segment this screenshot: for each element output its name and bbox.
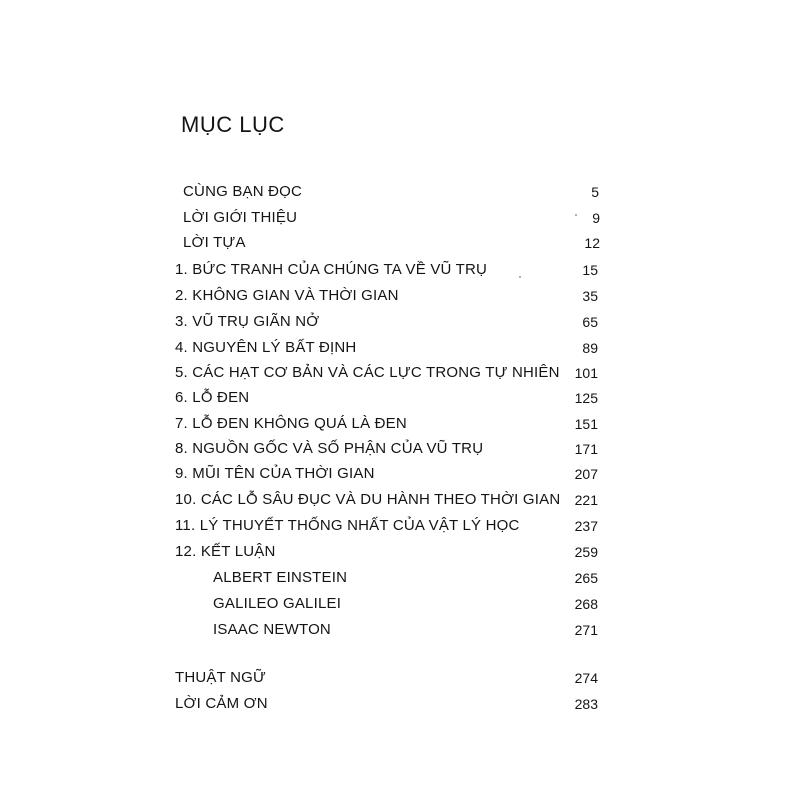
toc-entry: [0, 569, 787, 591]
toc-entry-page: 207: [574, 466, 598, 482]
toc-entry-label: LỜI CẢM ƠN: [175, 695, 268, 712]
toc-entry: [0, 517, 787, 539]
toc-entry-page: 171: [574, 441, 598, 457]
toc-entry-label: 8. NGUỒN GỐC VÀ SỐ PHẬN CỦA VŨ TRỤ: [175, 440, 484, 457]
toc-entry: [0, 364, 787, 386]
toc-entry-label: 1. BỨC TRANH CỦA CHÚNG TA VỀ VŨ TRỤ: [175, 261, 488, 278]
toc-entry: [0, 339, 787, 361]
toc-entry: [0, 695, 787, 717]
toc-entry-page: 89: [582, 340, 598, 356]
toc-entry-label: LỜI TỰA: [183, 234, 246, 251]
toc-entry-page: 65: [582, 314, 598, 330]
toc-entry-page: 274: [574, 670, 598, 686]
toc-entry: [0, 209, 787, 231]
toc-entry: [0, 543, 787, 565]
toc-entry: [0, 491, 787, 513]
toc-entry: [0, 621, 787, 643]
toc-entry-label: LỜI GIỚI THIỆU: [183, 209, 298, 226]
toc-entry-label: 5. CÁC HẠT CƠ BẢN VÀ CÁC LỰC TRONG TỰ NHIÊN: [175, 364, 560, 381]
toc-entry-page: 271: [574, 622, 598, 638]
toc-entry: [0, 261, 787, 283]
toc-entry-label: CÙNG BẠN ĐỌC: [183, 183, 303, 200]
toc-entry-label: THUẬT NGỮ: [175, 669, 267, 686]
toc-entry: [0, 595, 787, 617]
toc-entry-label: GALILEO GALILEI: [213, 595, 342, 612]
toc-entry: [0, 669, 787, 691]
toc-entry-page: 237: [574, 518, 598, 534]
toc-entry-page: 283: [574, 696, 598, 712]
toc-entry: [0, 389, 787, 411]
toc-entry-page: 9: [592, 210, 600, 226]
toc-entry-label: 11. LÝ THUYẾT THỐNG NHẤT CỦA VẬT LÝ HỌC: [175, 517, 520, 534]
toc-entry-label: 12. KẾT LUẬN: [175, 543, 276, 560]
toc-entry-label: 6. LỖ ĐEN: [175, 389, 250, 406]
toc-entry-page: 265: [574, 570, 598, 586]
toc-entry-page: 12: [584, 235, 600, 251]
toc-entry-page: 259: [574, 544, 598, 560]
toc-entry-page: 15: [582, 262, 598, 278]
scan-speck: [519, 276, 521, 278]
toc-entry: [0, 415, 787, 437]
toc-entry-page: 35: [582, 288, 598, 304]
page-title: MỤC LỤC: [181, 112, 285, 137]
toc-entry: [0, 234, 787, 256]
toc-entry-page: 221: [574, 492, 598, 508]
toc-entry: [0, 440, 787, 462]
toc-entry-page: 101: [574, 365, 598, 381]
toc-entry-page: 5: [591, 184, 599, 200]
toc-entry: [0, 287, 787, 309]
toc-entry-label: 2. KHÔNG GIAN VÀ THỜI GIAN: [175, 287, 399, 304]
toc-entry: [0, 313, 787, 335]
toc-entry-label: ISAAC NEWTON: [213, 621, 331, 638]
toc-entry-label: 10. CÁC LỖ SÂU ĐỤC VÀ DU HÀNH THEO THỜI GIAN: [175, 491, 561, 508]
toc-entry-label: 4. NGUYÊN LÝ BẤT ĐỊNH: [175, 339, 357, 356]
toc-entry: [0, 183, 787, 205]
toc-entry-page: 268: [574, 596, 598, 612]
toc-entry-page: 151: [574, 416, 598, 432]
scan-speck: [575, 214, 577, 216]
toc-entry-label: 3. VŨ TRỤ GIÃN NỞ: [175, 313, 320, 330]
toc-entry-label: 9. MŨI TÊN CỦA THỜI GIAN: [175, 465, 375, 482]
toc-entry-label: ALBERT EINSTEIN: [213, 569, 348, 586]
toc-entry-page: 125: [574, 390, 598, 406]
toc-entry-label: 7. LỖ ĐEN KHÔNG QUÁ LÀ ĐEN: [175, 415, 407, 432]
toc-entry: [0, 465, 787, 487]
